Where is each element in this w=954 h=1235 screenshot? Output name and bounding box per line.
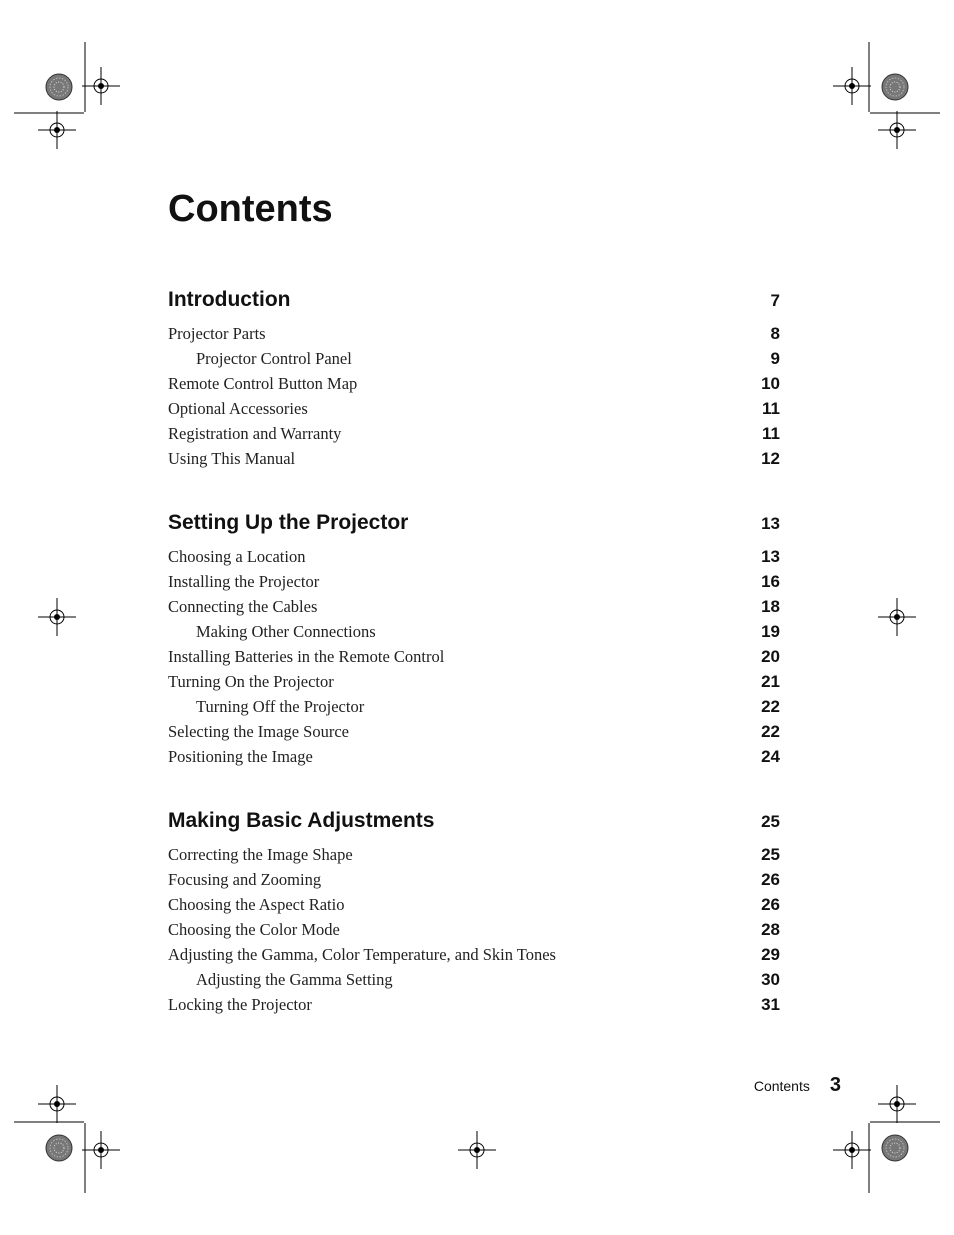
entry-page-number: 10 [761,374,780,393]
entry-title: Focusing and Zooming [168,870,322,889]
entry-title: Making Other Connections [196,622,376,641]
entry-title: Turning Off the Projector [196,697,365,716]
entry-title: Choosing a Location [168,547,306,566]
entry-page-number: 18 [761,597,780,616]
toc-entry[interactable] [168,446,780,471]
entry-page-number: 11 [762,399,780,418]
entry-page-number: 28 [761,920,780,939]
toc-entry[interactable] [168,992,780,1017]
entry-title: Installing the Projector [168,572,320,591]
entry-page-number: 19 [761,622,780,641]
entry-page-number: 25 [761,845,780,864]
toc-entry[interactable] [168,594,780,619]
entry-title: Turning On the Projector [168,672,334,691]
entry-page-number: 24 [761,747,780,766]
entry-title: Adjusting the Gamma, Color Temperature, and Skin Tones [168,945,556,964]
entry-title: Positioning the Image [168,747,313,766]
page-footer [754,1074,841,1097]
toc-section-introduction [168,284,780,471]
entry-page-number: 16 [761,572,780,591]
section-page-number: 13 [761,514,780,533]
entry-title: Projector Parts [168,324,266,343]
entry-page-number: 30 [761,970,780,989]
section-heading[interactable] [168,507,780,539]
toc-entry[interactable] [168,346,780,371]
entry-title: Registration and Warranty [168,424,342,443]
section-title: Making Basic Adjustments [168,809,435,832]
entry-title: Choosing the Aspect Ratio [168,895,345,914]
entry-page-number: 20 [761,647,780,666]
toc-entry[interactable] [168,967,780,992]
toc-entry[interactable] [168,669,780,694]
section-title: Setting Up the Projector [168,511,409,534]
toc-entry[interactable] [168,942,780,967]
entry-page-number: 12 [761,449,780,468]
section-page-number: 7 [770,291,780,310]
entry-title: Connecting the Cables [168,597,318,616]
entry-page-number: 22 [761,722,780,741]
entry-title: Correcting the Image Shape [168,845,353,864]
toc-entry[interactable] [168,892,780,917]
entry-title: Using This Manual [168,449,296,468]
entry-title: Selecting the Image Source [168,722,349,741]
toc-entry[interactable] [168,544,780,569]
entry-page-number: 26 [761,870,780,889]
section-title: Introduction [168,288,291,311]
entry-page-number: 9 [770,349,780,368]
toc-entry[interactable] [168,744,780,769]
section-page-number: 25 [761,812,780,831]
entry-page-number: 8 [770,324,780,343]
entry-title: Optional Accessories [168,399,308,418]
entry-page-number: 31 [761,995,780,1014]
entry-page-number: 26 [761,895,780,914]
toc-entry[interactable] [168,719,780,744]
entry-title: Remote Control Button Map [168,374,358,393]
toc-entry[interactable] [168,396,780,421]
toc-section-setting-up [168,507,780,769]
toc-entry[interactable] [168,569,780,594]
toc-entry[interactable] [168,644,780,669]
entry-title: Adjusting the Gamma Setting [196,970,393,989]
footer-page-number: 3 [829,1074,841,1096]
toc-entry[interactable] [168,371,780,396]
color-bar-mark-icon [46,74,72,100]
toc-entry[interactable] [168,694,780,719]
toc-section-basic-adjustments [168,805,780,1017]
page-title: Contents [168,188,333,230]
entry-page-number: 21 [761,672,780,691]
entry-title: Projector Control Panel [196,349,352,368]
toc-entry[interactable] [168,421,780,446]
color-bar-mark-icon [882,74,908,100]
footer-label: Contents [753,1078,810,1094]
color-bar-mark-icon [46,1135,72,1161]
section-heading[interactable] [168,805,780,837]
toc-entry[interactable] [168,321,780,346]
entry-page-number: 13 [761,547,780,566]
entry-page-number: 22 [761,697,780,716]
toc-entry[interactable] [168,842,780,867]
entry-title: Choosing the Color Mode [168,920,340,939]
toc-entry[interactable] [168,867,780,892]
toc-entry[interactable] [168,917,780,942]
entry-page-number: 29 [761,945,780,964]
entry-page-number: 11 [762,424,780,443]
entry-title: Locking the Projector [168,995,312,1014]
entry-title: Installing Batteries in the Remote Control [168,647,445,666]
color-bar-mark-icon [882,1135,908,1161]
table-of-contents [168,284,780,1053]
section-heading[interactable] [168,284,780,316]
toc-entry[interactable] [168,619,780,644]
